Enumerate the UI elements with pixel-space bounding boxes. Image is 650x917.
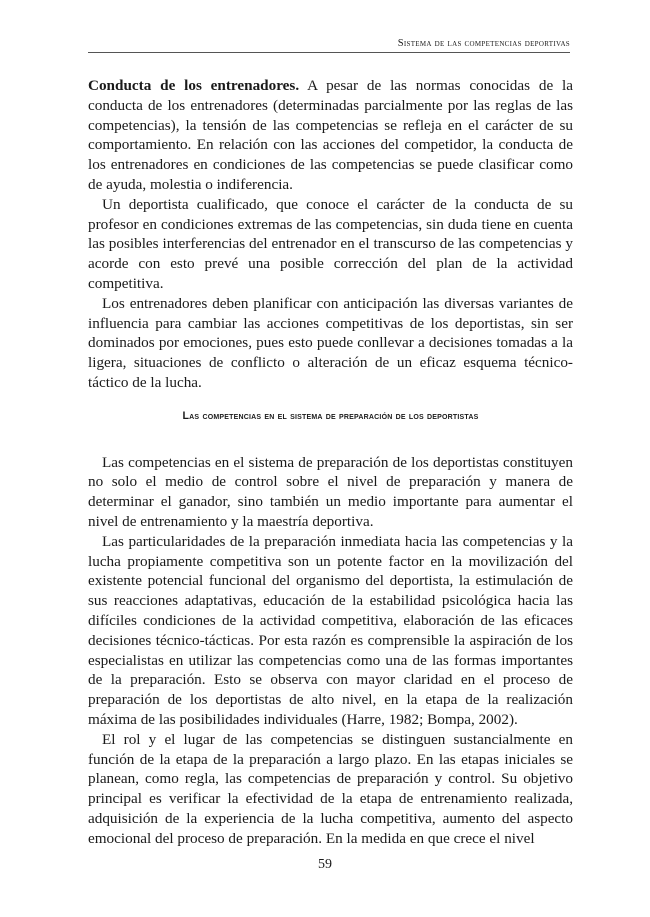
paragraph: El rol y el lugar de las competencias se distinguen sustancialmente en función de la etapa de la preparación a largo plazo. En las etapas iniciales se planean, como regla, las competencias de preparación y control. Su objetivo principal es verificar la efectividad de la etapa de entrenamiento realizada, adquisición de la experiencia de la lucha competitiva, aumento del aspecto emocional del proceso de preparación. En la medida en que crece el nivel	[88, 730, 573, 847]
paragraph-text: A pesar de las normas conocidas de la conducta de los entrenadores (determinadas parcialmente por las reglas de las competencias), la tensión de las competencias se refleja en el carácter de su comportamiento. En relación con las acciones del competidor, la conducta de los entrenadores en condiciones de las competencias se puede clasificar como de ayuda, molestia o indiferencia.	[88, 77, 573, 193]
paragraph: Los entrenadores deben planificar con anticipación las diversas variantes de influencia para cambiar las acciones competitivas de los deportistas, sin ser dominados por emociones, pues esto puede conllevar a decisiones tomadas a la ligera, situaciones de conflicto o alteración de un eficaz esquema técnico-táctico de la lucha.	[88, 294, 573, 391]
paragraph: Un deportista cualificado, que conoce el carácter de la conducta de su profesor en condiciones extremas de las competencias, sin duda tiene en cuenta las posibles interferencias del entrenador en el transcurso de las competencias y acorde con esto prevé una posible corrección del plan de la actividad competitiva.	[88, 195, 573, 292]
paragraph: Las particularidades de la preparación inmediata hacia las competencias y la lucha propiamente competitiva son un potente factor en la movilización del existente potencial funcional del organismo del deportista, la estimulación de sus reacciones adaptativas, educación de la estabilidad psicológica hacia las difíciles condiciones de la actividad competitiva, elaboración de las eficaces decisiones técnico-tácticas. Por esta razón es comprensible la aspiración de los especialistas en utilizar las competencias como una de las formas importantes de la preparación. Esto se observa con mayor claridad en el proceso de preparación de los deportistas de alto nivel, en la etapa de la realización máxima de las posibilidades individuales (Harre, 1982; Bompa, 2002).	[88, 532, 573, 728]
page-number: 59	[318, 857, 332, 872]
running-title: Sistema de las competencias deportivas	[397, 38, 570, 49]
section-heading: Las competencias en el sistema de preparación de los deportistas	[182, 409, 479, 422]
running-head	[88, 38, 570, 53]
page-body	[88, 76, 573, 848]
paragraph: Las competencias en el sistema de preparación de los deportistas constituyen no solo el medio de control sobre el nivel de preparación y manera de determinar el ganador, sino también un medio importante para aumentar el nivel de entrenamiento y la maestría deportiva.	[88, 453, 573, 530]
paragraph	[88, 76, 573, 195]
run-in-heading: Conducta de los entrenadores.	[88, 77, 300, 94]
